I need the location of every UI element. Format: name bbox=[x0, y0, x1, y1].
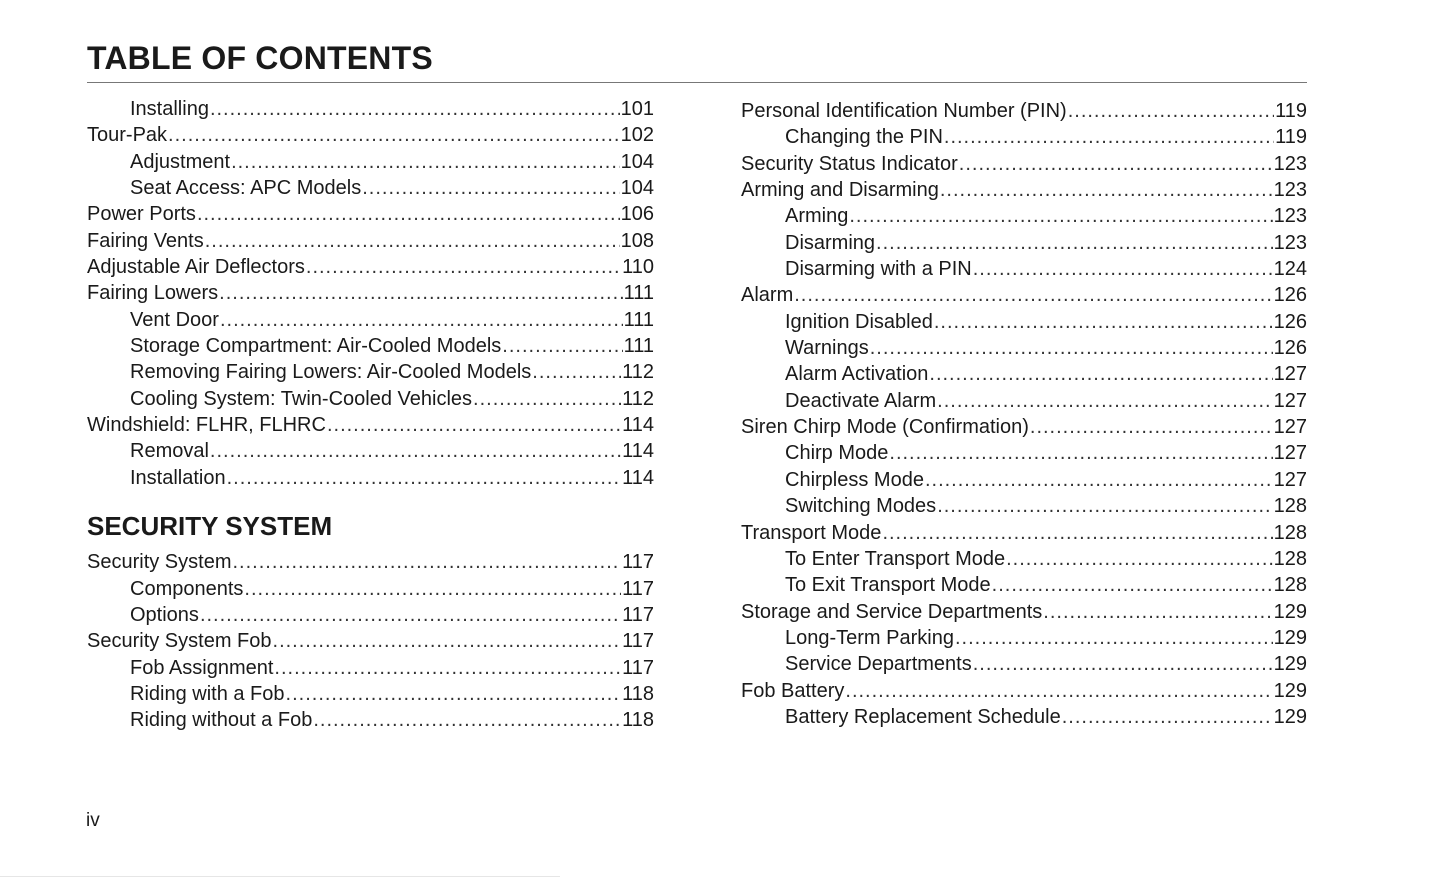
toc-entry-page: 111 bbox=[623, 308, 654, 331]
toc-entry-page: 110 bbox=[622, 256, 654, 279]
toc-entry[interactable] bbox=[741, 203, 1307, 229]
toc-entry-page: 127 bbox=[1273, 389, 1307, 412]
toc-entry-page: 124 bbox=[1273, 258, 1307, 281]
toc-entry-page: 114 bbox=[622, 440, 654, 463]
toc-entry-label: Security System Fob bbox=[87, 630, 272, 653]
toc-entry[interactable] bbox=[741, 599, 1307, 625]
dot-leader bbox=[219, 280, 622, 306]
toc-entry[interactable] bbox=[87, 280, 654, 306]
dot-leader bbox=[327, 412, 621, 438]
toc-entry-page: 104 bbox=[620, 177, 654, 200]
toc-entry[interactable] bbox=[87, 307, 654, 333]
toc-entry-page: 118 bbox=[622, 709, 654, 732]
toc-entry-label: Battery Replacement Schedule bbox=[785, 705, 1061, 728]
toc-entry[interactable] bbox=[87, 333, 654, 359]
toc-entry-label: Security Status Indicator bbox=[741, 152, 958, 175]
dot-leader bbox=[220, 307, 623, 333]
toc-entry-page: 111 bbox=[623, 335, 654, 358]
dot-leader bbox=[845, 678, 1272, 704]
dot-leader bbox=[1068, 98, 1274, 124]
toc-entry-page: 117 bbox=[622, 656, 654, 679]
dot-leader bbox=[532, 359, 621, 385]
toc-entry[interactable] bbox=[87, 681, 654, 707]
toc-entry[interactable] bbox=[741, 335, 1307, 361]
toc-entry[interactable] bbox=[87, 201, 654, 227]
toc-entry[interactable] bbox=[87, 707, 654, 733]
dot-leader bbox=[1006, 546, 1273, 572]
toc-entry[interactable] bbox=[87, 175, 654, 201]
toc-entry[interactable] bbox=[87, 122, 654, 148]
toc-entry-page: 112 bbox=[622, 361, 654, 384]
toc-entry-label: Windshield: FLHR, FLHRC bbox=[87, 414, 326, 437]
toc-entry-page: 128 bbox=[1273, 547, 1307, 570]
section-heading-security-system: SECURITY SYSTEM bbox=[87, 511, 333, 542]
dot-leader bbox=[227, 465, 621, 491]
toc-entry-page: 126 bbox=[1273, 284, 1307, 307]
dot-leader bbox=[973, 256, 1273, 282]
page-number: iv bbox=[86, 810, 100, 831]
dot-leader bbox=[286, 681, 622, 707]
toc-entry[interactable] bbox=[741, 467, 1307, 493]
toc-entry-page: 119 bbox=[1275, 126, 1307, 149]
toc-entry-label: Adjustable Air Deflectors bbox=[87, 256, 305, 279]
toc-entry[interactable] bbox=[741, 309, 1307, 335]
dot-leader bbox=[889, 440, 1272, 466]
toc-entry-label: Long-Term Parking bbox=[785, 626, 954, 649]
toc-entry-page: 123 bbox=[1273, 231, 1307, 254]
toc-entry-page: 129 bbox=[1273, 600, 1307, 623]
toc-entry-page: 127 bbox=[1273, 363, 1307, 386]
toc-entry[interactable] bbox=[741, 625, 1307, 651]
dot-leader bbox=[502, 333, 622, 359]
dot-leader bbox=[794, 282, 1272, 308]
toc-right-column bbox=[741, 98, 1307, 730]
dot-leader bbox=[362, 175, 619, 201]
dot-leader bbox=[934, 309, 1273, 335]
toc-entry[interactable] bbox=[87, 628, 654, 654]
dot-leader bbox=[940, 177, 1273, 203]
toc-entry[interactable] bbox=[87, 655, 654, 681]
toc-entry[interactable] bbox=[87, 576, 654, 602]
dot-leader bbox=[1030, 414, 1273, 440]
toc-entry[interactable] bbox=[741, 572, 1307, 598]
dot-leader bbox=[992, 572, 1273, 598]
dot-leader bbox=[959, 151, 1273, 177]
toc-entry-label: Fairing Vents bbox=[87, 229, 204, 252]
toc-entry-label: Riding with a Fob bbox=[130, 682, 285, 705]
toc-entry-label: Alarm Activation bbox=[785, 363, 929, 386]
toc-entry[interactable] bbox=[741, 493, 1307, 519]
toc-entry[interactable] bbox=[87, 149, 654, 175]
toc-entry[interactable] bbox=[87, 602, 654, 628]
toc-entry-page: 119 bbox=[1275, 100, 1307, 122]
toc-entry-page: 104 bbox=[620, 150, 654, 173]
toc-entry-label: Arming bbox=[785, 205, 849, 228]
toc-entry-page: 129 bbox=[1273, 626, 1307, 649]
toc-entry-label: Options bbox=[130, 603, 199, 626]
dot-leader bbox=[274, 655, 621, 681]
toc-entry-label: Deactivate Alarm bbox=[785, 389, 937, 412]
toc-left-column bbox=[87, 96, 654, 734]
toc-entry-label: Installing bbox=[130, 98, 209, 120]
toc-entry-page: 114 bbox=[622, 414, 654, 437]
toc-entry-label: Tour-Pak bbox=[87, 124, 168, 147]
toc-entry[interactable] bbox=[741, 177, 1307, 203]
toc-entry-label: Ignition Disabled bbox=[785, 310, 933, 333]
toc-entry-page: 114 bbox=[622, 466, 654, 489]
toc-entry-label: Vent Door bbox=[130, 308, 219, 331]
toc-entry[interactable] bbox=[741, 124, 1307, 150]
toc-entry[interactable] bbox=[741, 546, 1307, 572]
toc-entry-page: 128 bbox=[1273, 574, 1307, 597]
dot-leader bbox=[973, 651, 1273, 677]
dot-leader bbox=[273, 628, 622, 654]
toc-entry-page: 126 bbox=[1273, 337, 1307, 360]
toc-entry-page: 123 bbox=[1273, 179, 1307, 202]
toc-entry-page: 129 bbox=[1273, 653, 1307, 676]
toc-entry-label: Power Ports bbox=[87, 203, 196, 226]
toc-entry-label: Chirp Mode bbox=[785, 442, 889, 465]
toc-entry[interactable] bbox=[87, 228, 654, 254]
toc-entry-page: 123 bbox=[1273, 152, 1307, 175]
dot-leader bbox=[200, 602, 621, 628]
scan-edge-line bbox=[0, 876, 560, 877]
toc-entry-label: Fob Battery bbox=[741, 679, 845, 702]
dot-leader bbox=[882, 520, 1272, 546]
toc-entry-label: Components bbox=[130, 577, 244, 600]
toc-entry-page: 127 bbox=[1273, 442, 1307, 465]
dot-leader bbox=[937, 493, 1272, 519]
toc-entry[interactable] bbox=[741, 256, 1307, 282]
dot-leader bbox=[925, 467, 1273, 493]
toc-entry-page: 106 bbox=[620, 203, 654, 226]
toc-entry[interactable] bbox=[741, 678, 1307, 704]
toc-entry-page: 117 bbox=[622, 630, 654, 653]
dot-leader bbox=[210, 438, 621, 464]
toc-entry-label: Warnings bbox=[785, 337, 869, 360]
dot-leader bbox=[944, 124, 1274, 150]
toc-entry[interactable] bbox=[741, 151, 1307, 177]
toc-entry[interactable] bbox=[741, 98, 1307, 124]
dot-leader bbox=[168, 122, 620, 148]
toc-entry-page: 118 bbox=[622, 682, 654, 705]
page-title: TABLE OF CONTENTS bbox=[87, 40, 433, 76]
toc-entry-label: Chirpless Mode bbox=[785, 468, 924, 491]
toc-entry-label: Transport Mode bbox=[741, 521, 882, 544]
toc-entry-label: Removing Fairing Lowers: Air-Cooled Models bbox=[130, 361, 532, 384]
dot-leader bbox=[244, 576, 621, 602]
dot-leader bbox=[955, 625, 1273, 651]
dot-leader bbox=[849, 203, 1272, 229]
toc-entry-page: 108 bbox=[620, 229, 654, 252]
toc-entry[interactable] bbox=[741, 282, 1307, 308]
toc-list-right bbox=[741, 98, 1307, 730]
toc-entry-page: 117 bbox=[622, 577, 654, 600]
toc-entry-label: Cooling System: Twin-Cooled Vehicles bbox=[130, 387, 473, 410]
toc-entry[interactable] bbox=[87, 386, 654, 412]
toc-entry[interactable] bbox=[87, 359, 654, 385]
toc-entry-label: Disarming bbox=[785, 231, 876, 254]
dot-leader bbox=[231, 149, 620, 175]
toc-entry-page: 126 bbox=[1273, 310, 1307, 333]
toc-entry-page: 129 bbox=[1273, 705, 1307, 728]
dot-leader bbox=[210, 96, 620, 122]
toc-entry[interactable] bbox=[87, 549, 654, 575]
toc-entry[interactable] bbox=[87, 465, 654, 491]
toc-entry-label: Seat Access: APC Models bbox=[130, 177, 362, 200]
dot-leader bbox=[1062, 704, 1273, 730]
toc-entry-page: 111 bbox=[623, 282, 654, 305]
toc-entry[interactable] bbox=[741, 651, 1307, 677]
toc-entry-label: Adjustment bbox=[130, 150, 231, 173]
toc-entry-label: Riding without a Fob bbox=[130, 709, 313, 732]
toc-entry-page: 128 bbox=[1273, 495, 1307, 518]
toc-entry-page: 127 bbox=[1273, 468, 1307, 491]
toc-entry-label: To Enter Transport Mode bbox=[785, 547, 1006, 570]
dot-leader bbox=[313, 707, 621, 733]
toc-entry-label: Storage Compartment: Air-Cooled Models bbox=[130, 335, 502, 358]
toc-entry-page: 117 bbox=[622, 603, 654, 626]
toc-entry[interactable] bbox=[741, 388, 1307, 414]
dot-leader bbox=[306, 254, 621, 280]
toc-entry[interactable] bbox=[741, 440, 1307, 466]
toc-entry-label: To Exit Transport Mode bbox=[785, 574, 991, 597]
toc-entry-label: Fairing Lowers bbox=[87, 282, 219, 305]
toc-entry-page: 123 bbox=[1273, 205, 1307, 228]
toc-list-bottom bbox=[87, 549, 654, 733]
dot-leader bbox=[870, 335, 1273, 361]
toc-entry-label: Arming and Disarming bbox=[741, 179, 939, 202]
toc-entry-page: 102 bbox=[620, 124, 654, 147]
toc-entry[interactable] bbox=[87, 254, 654, 280]
toc-entry[interactable] bbox=[741, 520, 1307, 546]
toc-entry-label: Service Departments bbox=[785, 653, 972, 676]
dot-leader bbox=[473, 386, 621, 412]
dot-leader bbox=[205, 228, 620, 254]
toc-entry-page: 128 bbox=[1273, 521, 1307, 544]
toc-entry-label: Changing the PIN bbox=[785, 126, 943, 149]
toc-entry-page: 117 bbox=[622, 551, 654, 574]
dot-leader bbox=[197, 201, 620, 227]
toc-entry-label: Storage and Service Departments bbox=[741, 600, 1043, 623]
toc-entry-page: 127 bbox=[1273, 416, 1307, 439]
toc-entry[interactable] bbox=[741, 230, 1307, 256]
dot-leader bbox=[929, 361, 1272, 387]
toc-entry[interactable] bbox=[741, 414, 1307, 440]
dot-leader bbox=[876, 230, 1273, 256]
toc-entry[interactable] bbox=[87, 96, 654, 122]
toc-entry-page: 112 bbox=[622, 387, 654, 410]
toc-entry-label: Personal Identification Number (PIN) bbox=[741, 100, 1067, 122]
toc-entry[interactable] bbox=[741, 361, 1307, 387]
toc-entry-page: 101 bbox=[620, 98, 654, 120]
toc-entry-label: Disarming with a PIN bbox=[785, 258, 972, 281]
toc-entry-label: Installation bbox=[130, 466, 226, 489]
toc-entry-label: Switching Modes bbox=[785, 495, 937, 518]
dot-leader bbox=[937, 388, 1272, 414]
toc-list-top bbox=[87, 96, 654, 491]
toc-entry[interactable] bbox=[87, 412, 654, 438]
toc-entry-label: Siren Chirp Mode (Confirmation) bbox=[741, 416, 1029, 439]
toc-entry-label: Alarm bbox=[741, 284, 794, 307]
toc-entry-label: Security System bbox=[87, 551, 232, 574]
toc-entry[interactable] bbox=[741, 704, 1307, 730]
dot-leader bbox=[1043, 599, 1272, 625]
toc-entry-label: Removal bbox=[130, 440, 209, 463]
toc-entry[interactable] bbox=[87, 438, 654, 464]
toc-entry-label: Fob Assignment bbox=[130, 656, 274, 679]
toc-entry-page: 129 bbox=[1273, 679, 1307, 702]
title-divider bbox=[87, 82, 1307, 83]
dot-leader bbox=[232, 549, 621, 575]
